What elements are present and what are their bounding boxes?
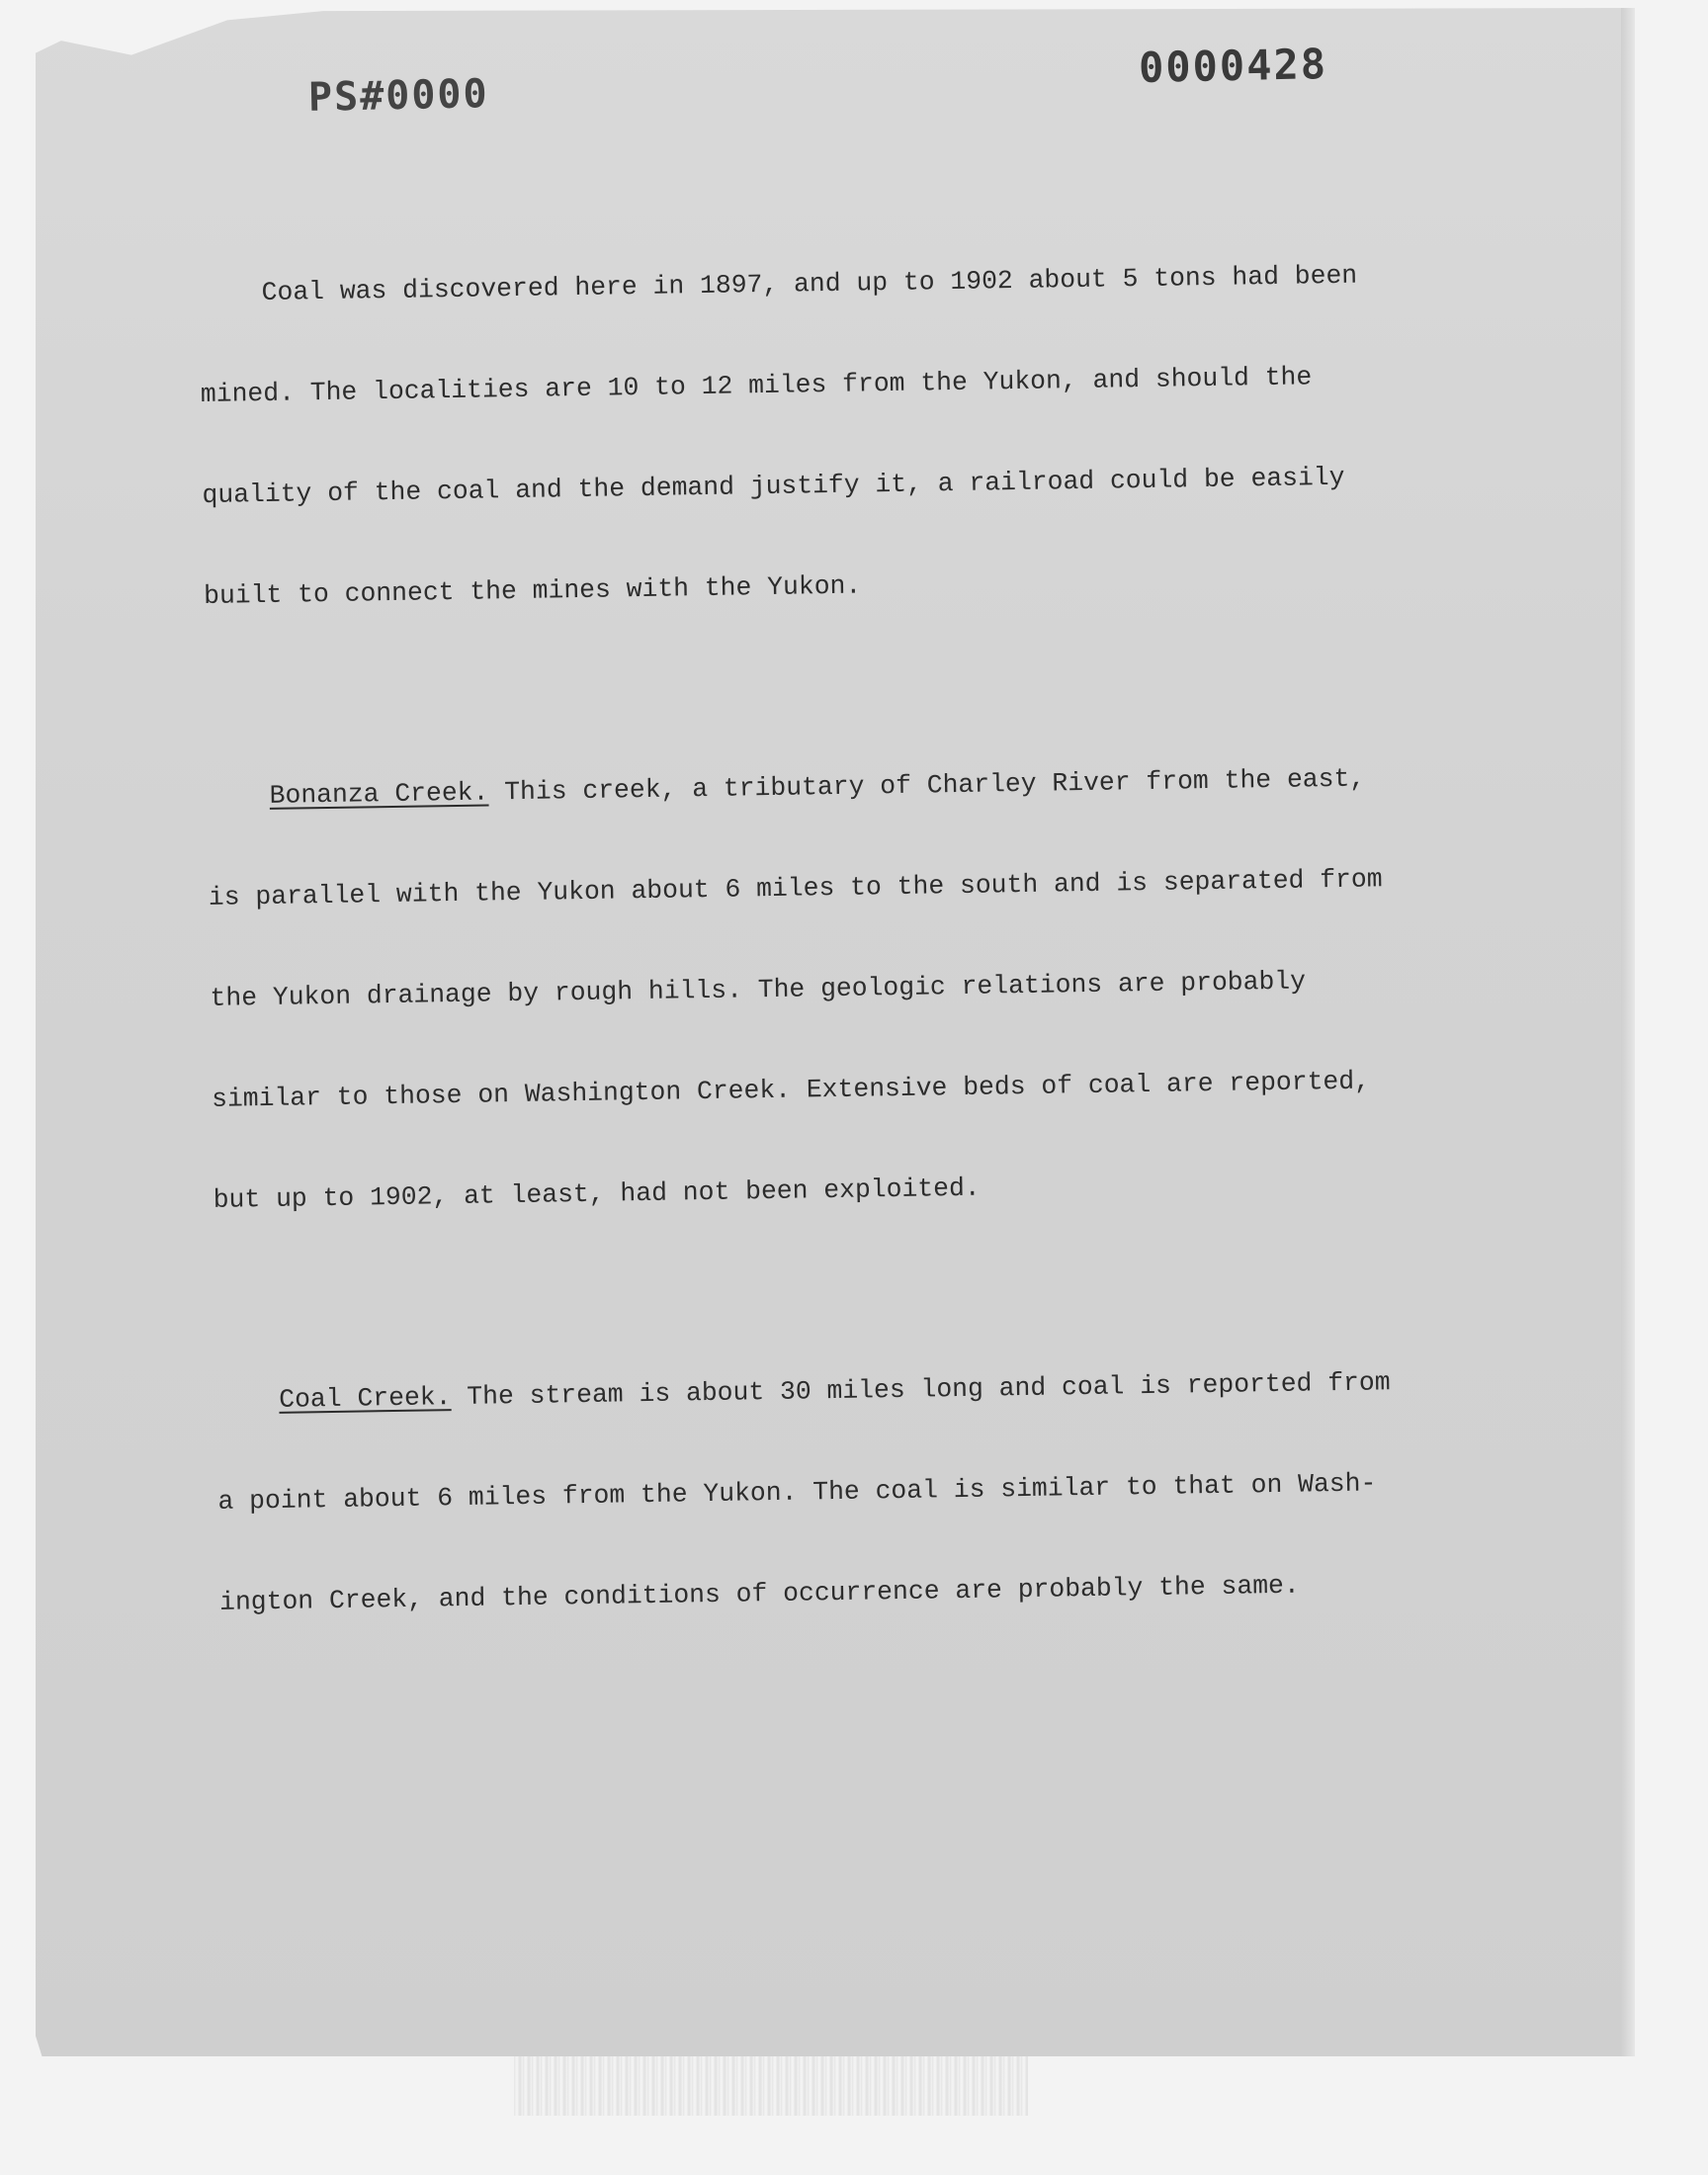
- text-line: built to connect the mines with the Yukon.: [203, 570, 862, 611]
- text-line: is parallel with the Yukon about 6 miles to the south and is separated from: [208, 864, 1383, 913]
- section-heading-bonanza-creek: Bonanza Creek.: [269, 777, 489, 811]
- text-line: mined. The localities are 10 to 12 miles from the Yukon, and should the: [200, 362, 1313, 409]
- text-line: similar to those on Washington Creek. Extensive beds of coal are reported,: [211, 1066, 1371, 1114]
- text-line: ington Creek, and the conditions of occurrence are probably the same.: [218, 1570, 1300, 1617]
- text-line-rest: This creek, a tributary of Charley River from the east,: [488, 763, 1366, 808]
- text-line-rest: The stream is about 30 miles long and coal is reported from: [451, 1367, 1391, 1413]
- text-line: quality of the coal and the demand justify it, a railroad could be easily: [202, 462, 1345, 510]
- text-line: the Yukon drainage by rough hills. The geologic relations are probably: [210, 966, 1307, 1013]
- paper-edge: [1621, 8, 1635, 2056]
- text-line: [207, 760, 1492, 814]
- document-body: [198, 190, 1506, 1719]
- text-line: but up to 1902, at least, had not been exploited.: [213, 1173, 981, 1215]
- text-line: [216, 1363, 1501, 1417]
- paragraph-3: [215, 1296, 1506, 1686]
- paragraph-1: [198, 190, 1490, 680]
- paragraph-2: [206, 693, 1499, 1284]
- scanner-streaks: [514, 2056, 1028, 2116]
- page-number-stamp: 0000428: [1138, 40, 1328, 92]
- section-heading-coal-creek: Coal Creek.: [279, 1382, 452, 1415]
- text-line: a point about 6 miles from the Yukon. The coal is similar to that on Wash-: [217, 1468, 1377, 1517]
- text-line: Coal was discovered here in 1897, and up to 1902 about 5 tons had been: [199, 260, 1358, 308]
- stamp-left: PS#0000: [307, 71, 490, 121]
